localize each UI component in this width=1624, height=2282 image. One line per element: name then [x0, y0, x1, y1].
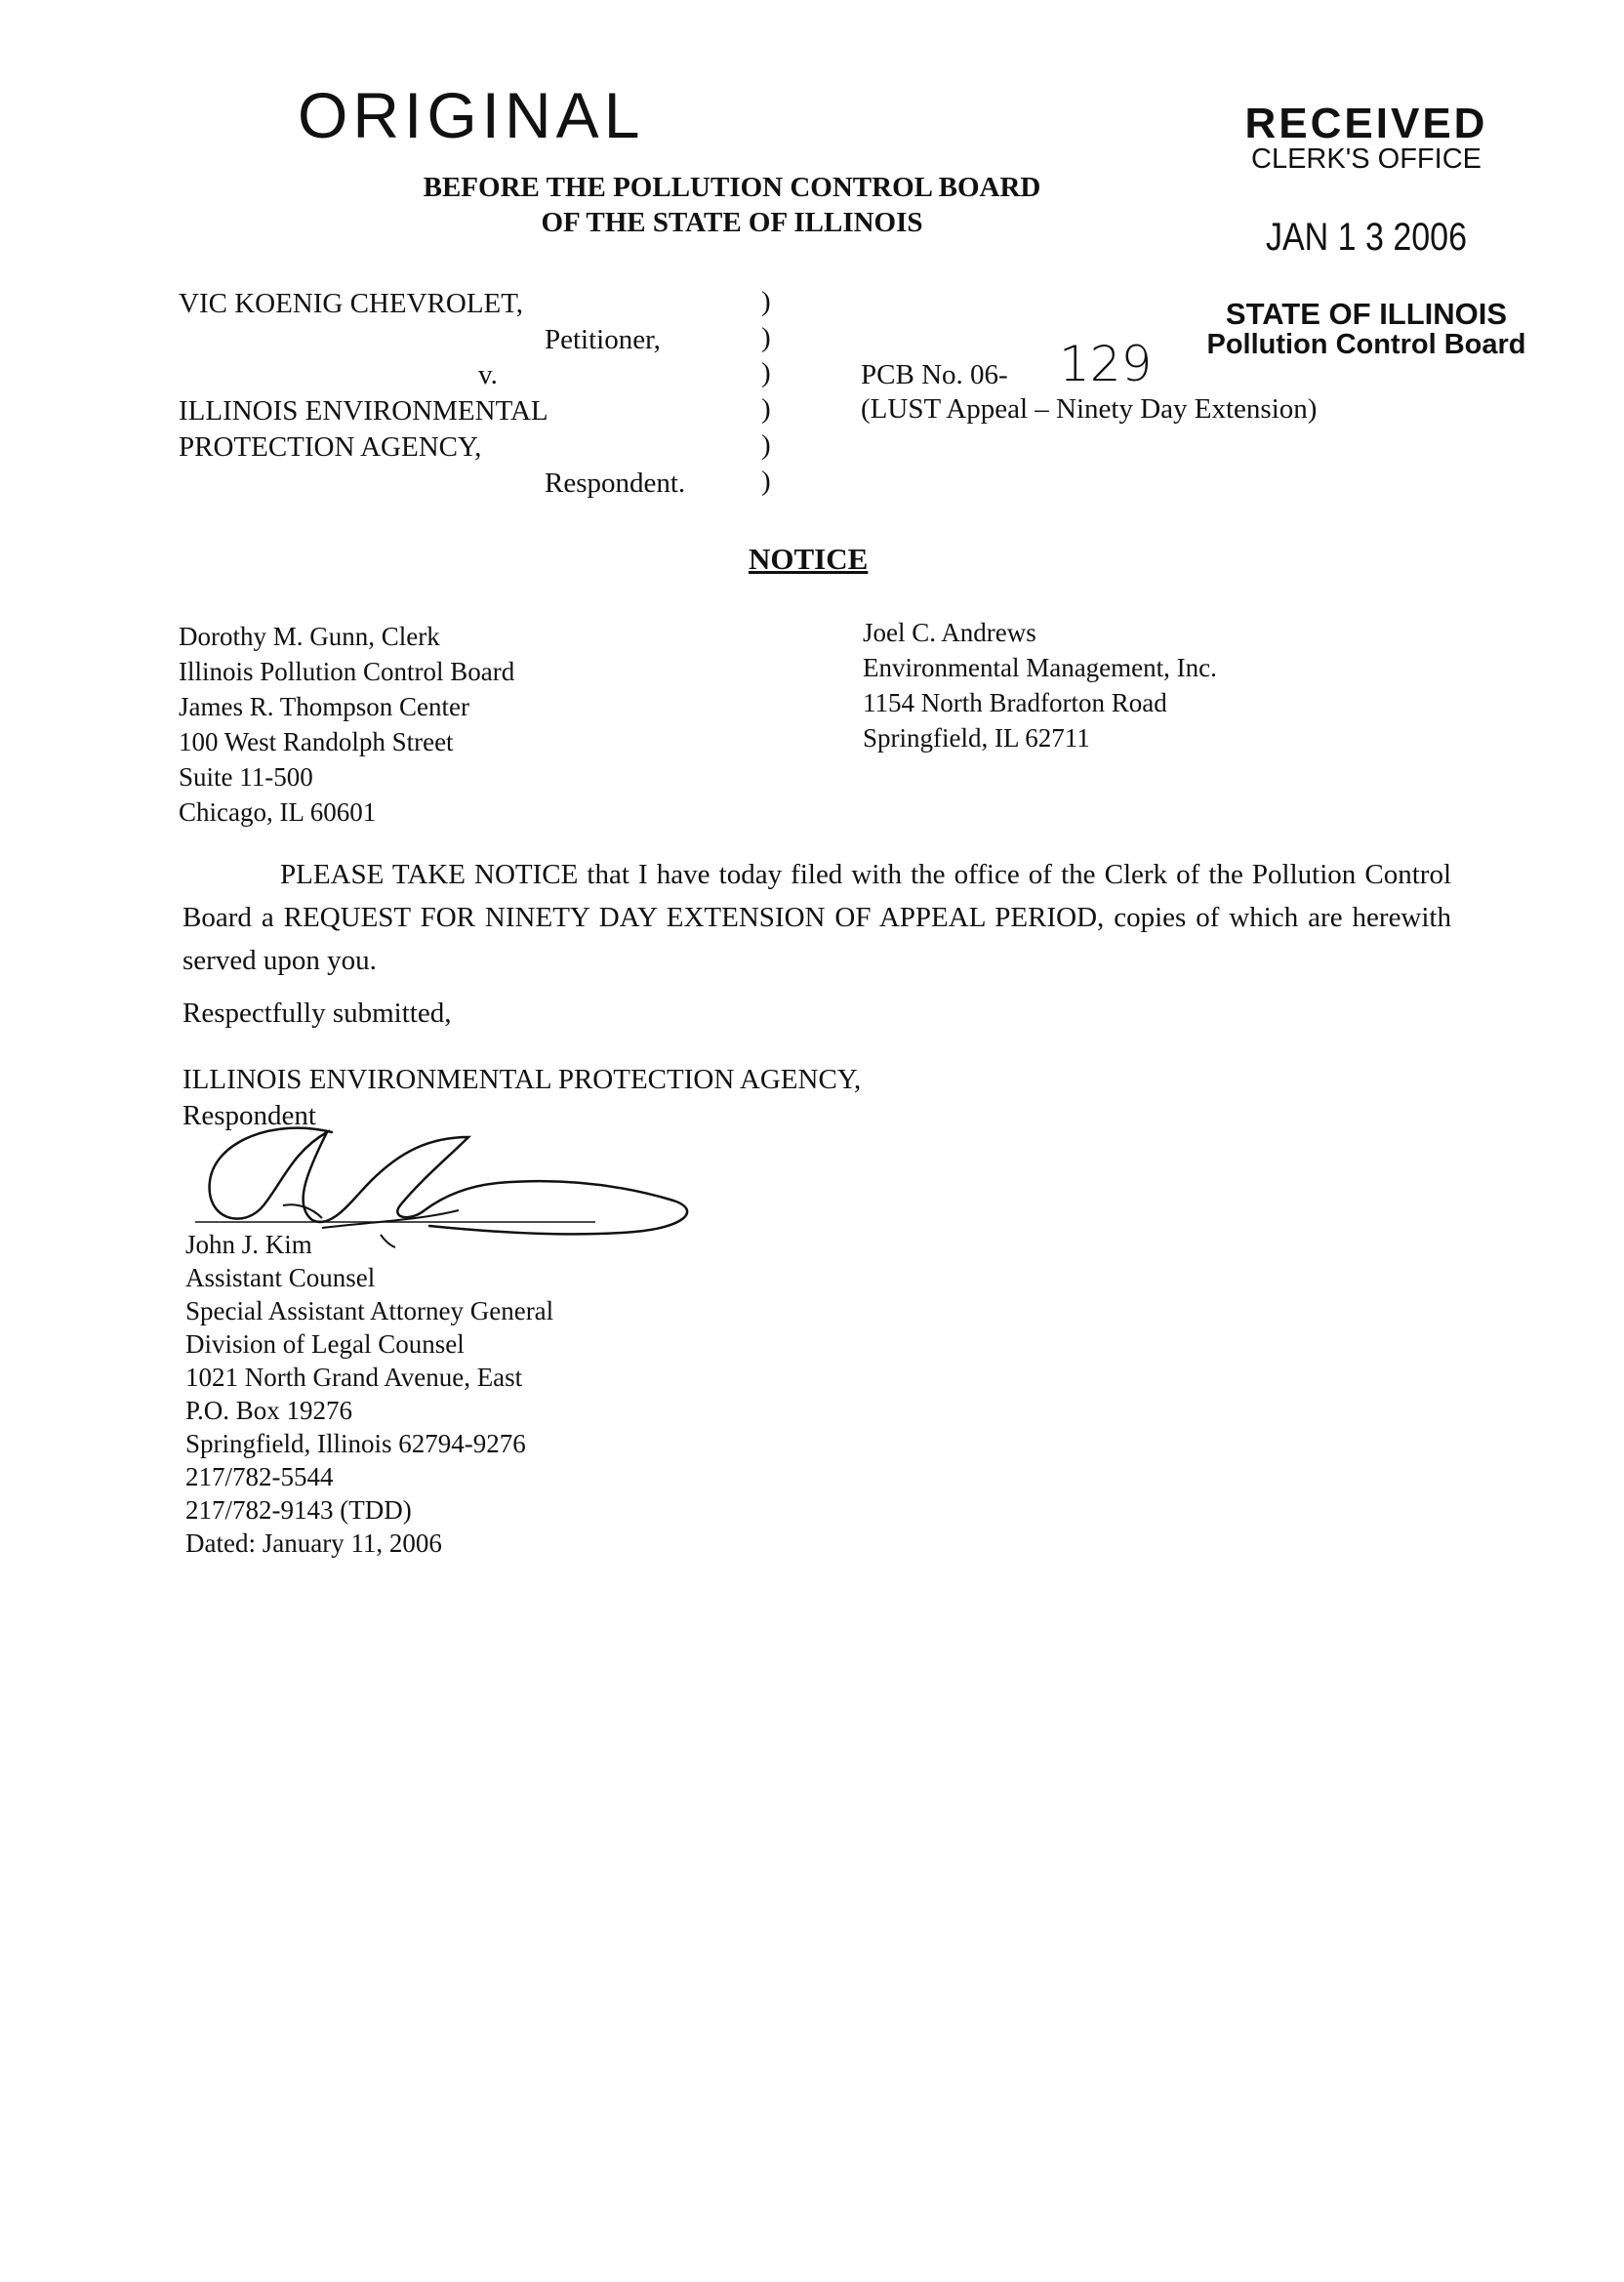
recipient-right [863, 615, 1217, 755]
address-line: Dorothy M. Gunn, Clerk [179, 622, 440, 651]
caption-paren: ) [761, 357, 771, 388]
signature-block [185, 1228, 553, 1560]
caption-paren: ) [761, 286, 771, 317]
closing: Respectfully submitted, [183, 998, 452, 1029]
clerks-office-label: CLERK'S OFFICE [1251, 143, 1482, 175]
petitioner-name: VIC KOENIG CHEVROLET, [179, 288, 524, 319]
signed-date: Dated: January 11, 2006 [185, 1528, 442, 1558]
court-heading [410, 170, 1054, 240]
signer-city: Springfield, Illinois 62794-9276 [185, 1429, 526, 1458]
original-stamp: ORIGINAL [298, 79, 645, 151]
address-line: Suite 11-500 [179, 762, 313, 792]
caption-paren: ) [761, 429, 771, 461]
respondent-name-line-1: ILLINOIS ENVIRONMENTAL [179, 395, 548, 427]
stamp-board-label: Pollution Control Board [1206, 329, 1526, 360]
heading-line-1: BEFORE THE POLLUTION CONTROL BOARD [423, 172, 1041, 203]
received-date: JAN 1 3 2006 [1265, 216, 1468, 259]
caption-paren: ) [761, 393, 771, 425]
signer-title-2: Special Assistant Attorney General [185, 1296, 554, 1325]
respondent-role: Respondent. [545, 468, 686, 499]
signer-tdd: 217/782-9143 (TDD) [185, 1495, 412, 1525]
stamp-state-label: STATE OF ILLINOIS [1225, 297, 1508, 331]
address-line: Chicago, IL 60601 [179, 797, 377, 827]
recipient-left [179, 619, 514, 830]
address-line: Illinois Pollution Control Board [179, 657, 515, 686]
case-number-label: PCB No. 06- [861, 359, 1008, 390]
caption-paren: ) [761, 322, 771, 353]
versus: v. [478, 359, 498, 390]
respondent-name-line-2: PROTECTION AGENCY, [179, 431, 482, 463]
signer-division: Division of Legal Counsel [185, 1329, 465, 1359]
address-line: 1154 North Bradforton Road [863, 688, 1167, 717]
notice-paragraph-text: PLEASE TAKE NOTICE that I have today filed with the office of the Clerk of the Pollution Control Board a REQUEST FOR NINETY DAY EXTENSION OF APPEAL PERIOD, copies of which are herewith served upon you. [183, 859, 1451, 976]
address-line: Environmental Management, Inc. [863, 653, 1217, 682]
received-label: RECEIVED [1244, 100, 1488, 147]
handwritten-case-number: 129 [1059, 336, 1153, 392]
address-line: James R. Thompson Center [179, 692, 469, 721]
address-line: Springfield, IL 62711 [863, 723, 1090, 753]
address-line: Joel C. Andrews [863, 618, 1036, 647]
signer-title: Assistant Counsel [185, 1263, 376, 1292]
signer-phone: 217/782-5544 [185, 1462, 334, 1491]
received-stamp [1191, 102, 1542, 360]
heading-line-2: OF THE STATE OF ILLINOIS [541, 207, 923, 238]
notice-title: NOTICE [749, 542, 869, 576]
petitioner-role: Petitioner, [545, 324, 661, 355]
signer-name: John J. Kim [185, 1230, 312, 1259]
agency-name: ILLINOIS ENVIRONMENTAL PROTECTION AGENCY, [183, 1064, 862, 1095]
signer-address: 1021 North Grand Avenue, East [185, 1363, 523, 1392]
notice-paragraph [183, 853, 1451, 982]
case-type: (LUST Appeal – Ninety Day Extension) [861, 393, 1318, 425]
caption-paren: ) [761, 466, 771, 497]
address-line: 100 West Randolph Street [179, 727, 454, 756]
agency-role: Respondent [183, 1100, 316, 1131]
signer-po-box: P.O. Box 19276 [185, 1396, 353, 1425]
